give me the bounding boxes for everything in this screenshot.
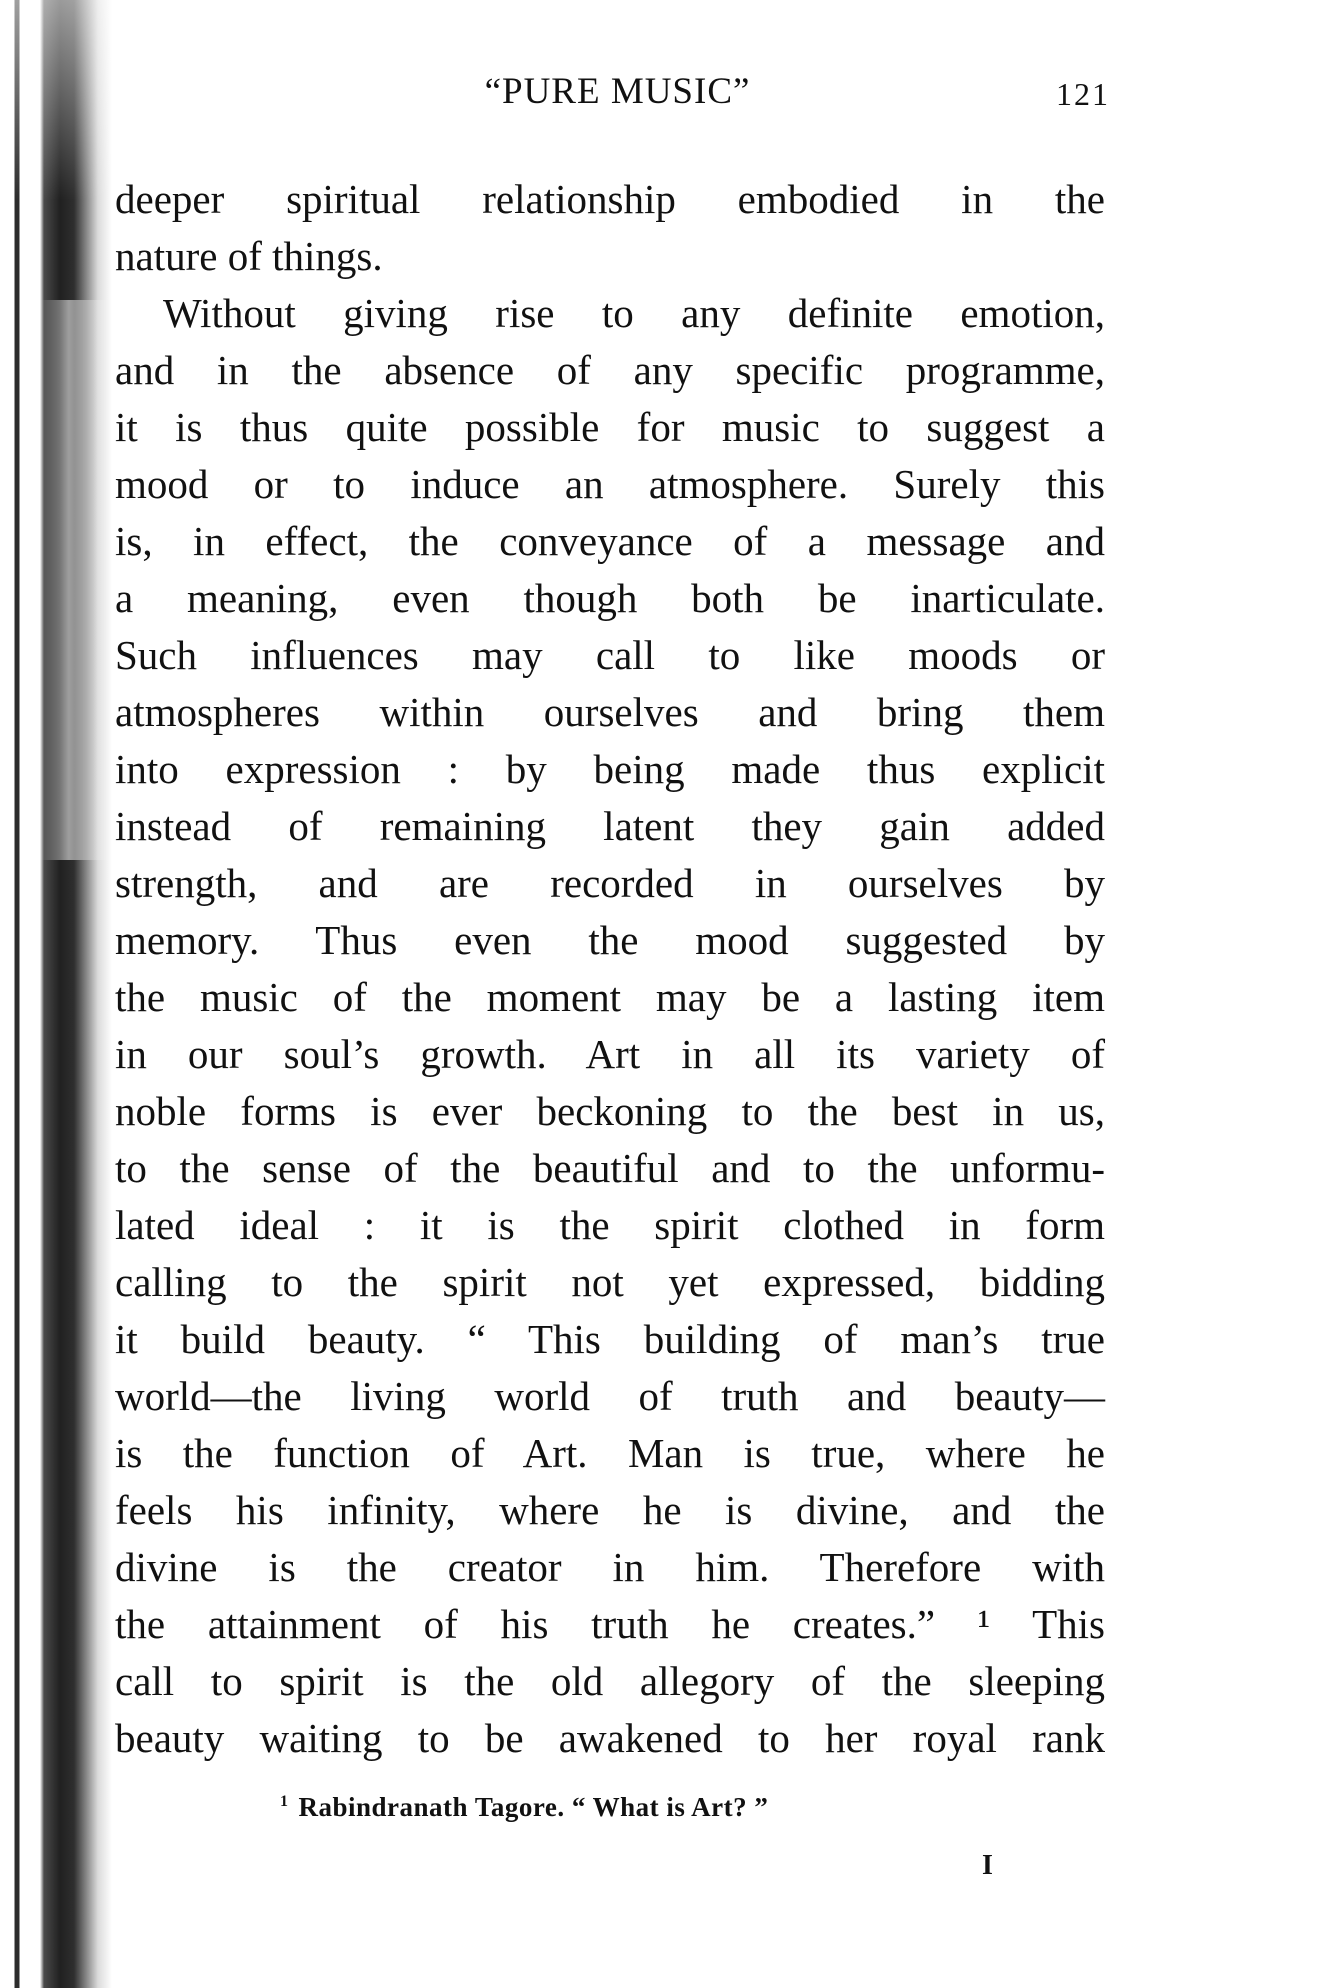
signature-mark: I	[982, 1850, 993, 1881]
text-line: divine is the creator in him. Therefore with	[115, 1544, 1105, 1590]
text-line: Without giving rise to any definite emotion,	[163, 290, 1105, 336]
text-line: and in the absence of any specific programme,	[115, 347, 1105, 393]
text-line: feels his infinity, where he is divine, and the	[115, 1487, 1105, 1533]
text-line: beauty waiting to be awakened to her royal rank	[115, 1715, 1105, 1761]
page-number: 121	[1056, 76, 1110, 112]
text-line: is the function of Art. Man is true, where he	[115, 1430, 1105, 1476]
text-line: instead of remaining latent they gain added	[115, 803, 1105, 849]
text-line: strength, and are recorded in ourselves by	[115, 860, 1105, 906]
text-line: into expression : by being made thus explicit	[115, 746, 1105, 792]
gutter-shading	[0, 0, 112, 200]
text-line: noble forms is ever beckoning to the best in us,	[115, 1088, 1105, 1134]
text-line: it build beauty. “ This building of man’s true	[115, 1316, 1105, 1362]
text-line: memory. Thus even the mood suggested by	[115, 917, 1105, 963]
text-line: call to spirit is the old allegory of the sleeping	[115, 1658, 1105, 1704]
footnote-marker: 1	[280, 1793, 289, 1810]
text-line: it is thus quite possible for music to suggest a	[115, 404, 1105, 450]
text-line: calling to the spirit not yet expressed, bidding	[115, 1259, 1105, 1305]
text-line: Such influences may call to like moods or	[115, 632, 1105, 678]
page-header	[115, 70, 1120, 130]
text-line: nature of things.	[115, 233, 383, 279]
text-line: atmospheres within ourselves and bring them	[115, 689, 1105, 735]
running-title: “PURE MUSIC”	[484, 71, 751, 112]
text-line: to the sense of the beautiful and to the unformu-	[115, 1145, 1105, 1191]
text-line: the attainment of his truth he creates.” ¹ This	[115, 1601, 1105, 1647]
gutter-shading	[40, 300, 112, 860]
binding-gutter	[0, 0, 112, 1988]
footnote	[280, 1792, 768, 1823]
text-line: a meaning, even though both be inarticulate.	[115, 575, 1105, 621]
text-line: deeper spiritual relationship embodied in the	[115, 176, 1105, 222]
text-line: the music of the moment may be a lasting item	[115, 974, 1105, 1020]
body-text	[115, 171, 1105, 1767]
text-line: mood or to induce an atmosphere. Surely this	[115, 461, 1105, 507]
text-line: lated ideal : it is the spirit clothed in form	[115, 1202, 1105, 1248]
text-line: world—the living world of truth and beauty—	[115, 1373, 1105, 1419]
text-line: in our soul’s growth. Art in all its variety of	[115, 1031, 1105, 1077]
footnote-text: Rabindranath Tagore. “ What is Art? ”	[298, 1792, 769, 1822]
text-line: is, in effect, the conveyance of a message and	[115, 518, 1105, 564]
